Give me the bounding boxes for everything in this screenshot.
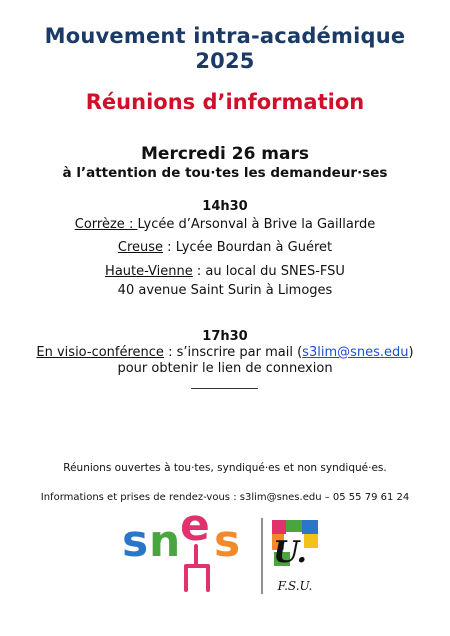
dept-label: Corrèze bbox=[74, 217, 129, 232]
snes-letter-s1: s bbox=[122, 516, 149, 567]
location-place: Lycée d’Arsonval à Brive la Gaillarde bbox=[137, 217, 376, 232]
title-line-2: 2025 bbox=[195, 49, 255, 73]
location-creuse bbox=[0, 239, 450, 256]
location-address: 40 avenue Saint Surin à Limoges bbox=[117, 283, 333, 298]
visio-close: ) bbox=[408, 345, 414, 360]
separator-rule bbox=[191, 388, 258, 389]
dept-separator: : bbox=[128, 217, 138, 232]
fsu-logo bbox=[272, 520, 318, 593]
location-haute-vienne bbox=[0, 263, 450, 280]
fsu-mark: U. bbox=[273, 535, 307, 570]
snes-letter-e: e bbox=[180, 510, 210, 551]
location-correze bbox=[0, 216, 450, 233]
title-line-1: Mouvement intra-académique bbox=[44, 24, 406, 48]
session2-time: 17h30 bbox=[202, 329, 248, 344]
snes-letter-s2: s bbox=[214, 516, 241, 567]
visio-purpose: pour obtenir le lien de connexion bbox=[117, 361, 333, 376]
snes-figure bbox=[186, 546, 208, 590]
email-link[interactable]: s3lim@snes.edu bbox=[302, 345, 409, 360]
location-place: Lycée Bourdan à Guéret bbox=[175, 240, 333, 255]
visio-line bbox=[0, 344, 450, 361]
snes-letter-n: n bbox=[149, 516, 181, 567]
event-audience: à l’attention de tou·tes les demandeur·ses bbox=[62, 165, 388, 181]
fsu-text: F.S.U. bbox=[277, 579, 313, 593]
logos bbox=[120, 510, 340, 610]
dept-separator: : bbox=[192, 264, 206, 279]
subtitle: Réunions d’information bbox=[85, 90, 365, 114]
session1-time: 14h30 bbox=[202, 199, 248, 214]
visio-instruction: : s’inscrire par mail ( bbox=[163, 345, 303, 360]
event-date: Mercredi 26 mars bbox=[141, 144, 309, 164]
dept-label: Haute-Vienne bbox=[105, 264, 193, 279]
visio-label: En visio-conférence bbox=[36, 345, 164, 360]
location-place: au local du SNES-FSU bbox=[205, 264, 345, 279]
snes-logo bbox=[120, 510, 340, 610]
dept-separator: : bbox=[163, 240, 176, 255]
footer-note: Réunions ouvertes à tou·tes, syndiqué·es et non syndiqué·es. bbox=[63, 462, 387, 474]
dept-label: Creuse bbox=[117, 240, 164, 255]
footer-contact: Informations et prises de rendez-vous : s3lim@snes.edu – 05 55 79 61 24 bbox=[40, 492, 410, 503]
